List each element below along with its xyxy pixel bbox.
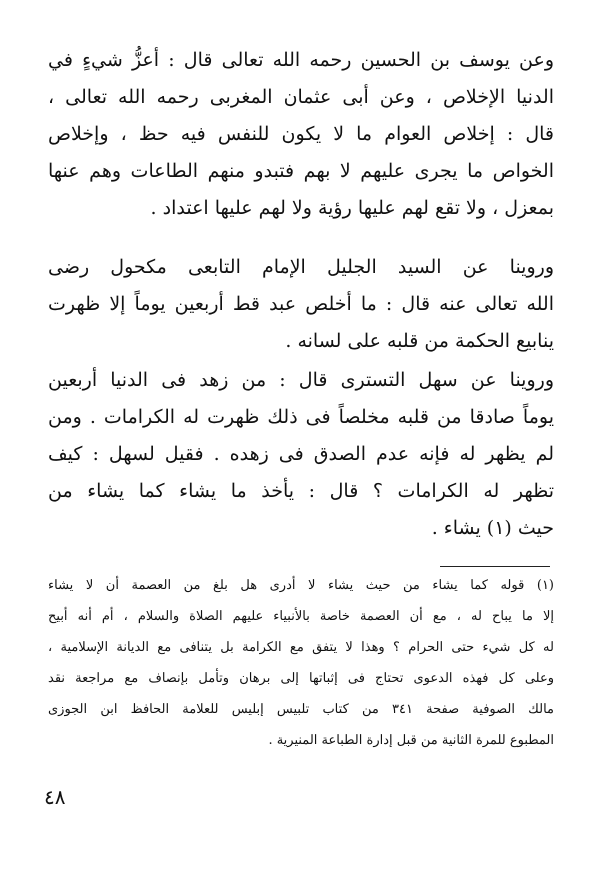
text-line: الخواص ما يجرى عليهم لا بهم فتبدو منهم الطاعات وهم عنها	[48, 160, 554, 182]
text-line: وروينا عن السيد الجليل الإمام التابعى مكحول رضى	[48, 256, 554, 278]
text-line: الله تعالى عنه قال : ما أخلص عبد قط أربعين يوماً إلا ظهرت	[48, 293, 554, 315]
footnote	[48, 570, 554, 756]
text-line: الدنيا الإخلاص ، وعن أبى عثمان المغربى رحمه الله تعالى ،	[48, 86, 554, 108]
footnote-line: إلا ما يباح له ، مع أن العصمة خاصة بالأنبياء عليهم الصلاة والسلام ، أم أنه أبيح	[48, 609, 554, 624]
footnote-line: مالك الصوفية صفحة ٣٤١ من كتاب تلبيس إبليس للعلامة الحافظ ابن الجوزى	[48, 702, 554, 717]
paragraph-makhul	[48, 249, 554, 360]
paragraph-sahl-al-tustari	[48, 362, 554, 547]
footnote-line: وعلى كل فهذه الدعوى تحتاج فى إثباتها إلى برهان وتأمل بإنصاف مع مراجعة نقد	[48, 671, 554, 686]
text-line: لم يظهر له فإنه عدم الصدق فى زهده . فقيل لسهل : كيف	[48, 443, 554, 465]
text-line: وعن يوسف بن الحسين رحمه الله تعالى قال : أعزُّ شيءٍ في	[48, 49, 554, 71]
text-line: ينابيع الحكمة من قلبه على لسانه .	[285, 330, 554, 352]
text-line: وروينا عن سهل التسترى قال : من زهد فى الدنيا أربعين	[48, 369, 554, 391]
footnote-line: له كل شيء حتى الحرام ؟ وهذا لا يتفق مع الكرامة بل يتنافى مع الديانة الإسلامية ،	[48, 640, 554, 655]
text-line: بمعزل ، ولا تقع لهم عليها رؤية ولا لهم عليها اعتداد .	[150, 197, 554, 219]
footnote-line: (١) قوله كما يشاء من حيث يشاء لا أدرى هل بلغ من العصمة أن لا يشاء	[48, 578, 554, 593]
footnote-line: المطبوع للمرة الثانية من قبل إدارة الطباعة المنيرية .	[268, 733, 554, 748]
text-line: قال : إخلاص العوام ما لا يكون للنفس فيه حظ ، وإخلاص	[48, 123, 554, 145]
footnote-divider	[440, 566, 550, 567]
text-line: حيث (١) يشاء .	[431, 517, 554, 539]
page-number: ٤٨	[44, 785, 66, 809]
text-line: تظهر له الكرامات ؟ قال : يأخذ ما يشاء كما يشاء من	[48, 480, 554, 502]
paragraph-yusuf-ibn-al-husayn	[48, 42, 554, 227]
text-line: يوماً صادقا من قلبه مخلصاً فى ذلك ظهرت له الكرامات . ومن	[48, 406, 554, 428]
